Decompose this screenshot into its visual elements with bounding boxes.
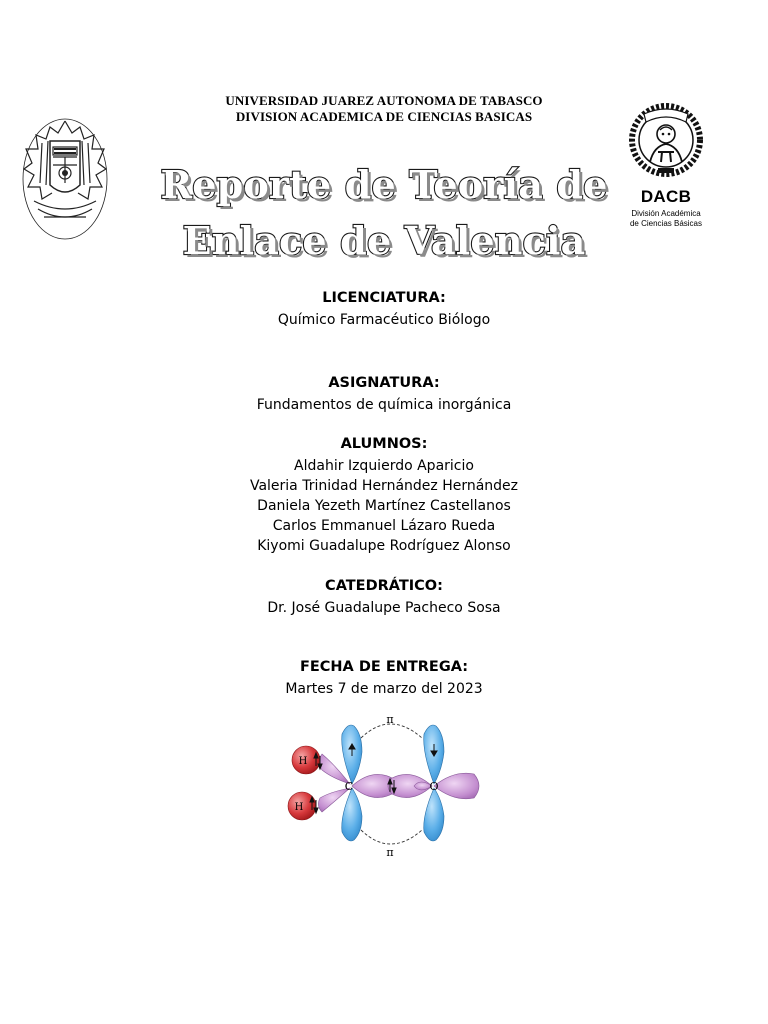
report-title-line1: Reporte de Teoría de	[160, 162, 608, 207]
student-name: Carlos Emmanuel Lázaro Rueda	[272, 518, 496, 534]
fecha-entrega-label: FECHA DE ENTREGA:	[299, 659, 469, 675]
carbon-label: C	[344, 780, 354, 793]
student-name: Kiyomi Guadalupe Rodríguez Alonso	[257, 538, 511, 554]
pi-bond-label-top: π	[386, 713, 394, 726]
dacb-subtitle-line2: de Ciencias Básicas	[629, 219, 703, 228]
division-name: DIVISION ACADEMICA DE CIENCIAS BASICAS	[235, 109, 533, 124]
oxygen-label: O	[429, 780, 439, 793]
dacb-subtitle-line1: División Académica	[631, 209, 701, 218]
fecha-entrega-value: Martes 7 de marzo del 2023	[285, 681, 483, 697]
catedratico-value: Dr. José Guadalupe Pacheco Sosa	[267, 600, 501, 616]
hydrogen-label: H	[298, 756, 308, 767]
university-name: UNIVERSIDAD JUAREZ AUTONOMA DE TABASCO	[225, 93, 543, 108]
student-name: Daniela Yezeth Martínez Castellanos	[257, 498, 511, 514]
hydrogen-label: H	[294, 802, 304, 813]
report-title-line2: Enlace de Valencia	[182, 218, 586, 263]
catedratico-label: CATEDRÁTICO:	[325, 578, 443, 594]
valence-bond-orbital-diagram	[282, 712, 486, 862]
student-name: Valeria Trinidad Hernández Hernández	[249, 478, 519, 494]
licenciatura-label: LICENCIATURA:	[322, 290, 446, 306]
dacb-acronym: DACB	[640, 187, 692, 206]
licenciatura-value: Químico Farmacéutico Biólogo	[277, 312, 491, 328]
asignatura-label: ASIGNATURA:	[328, 375, 440, 391]
asignatura-value: Fundamentos de química inorgánica	[256, 397, 512, 413]
pi-bond-label-bottom: π	[386, 846, 394, 859]
alumnos-label: ALUMNOS:	[340, 436, 428, 452]
student-name: Aldahir Izquierdo Aparicio	[294, 458, 474, 474]
